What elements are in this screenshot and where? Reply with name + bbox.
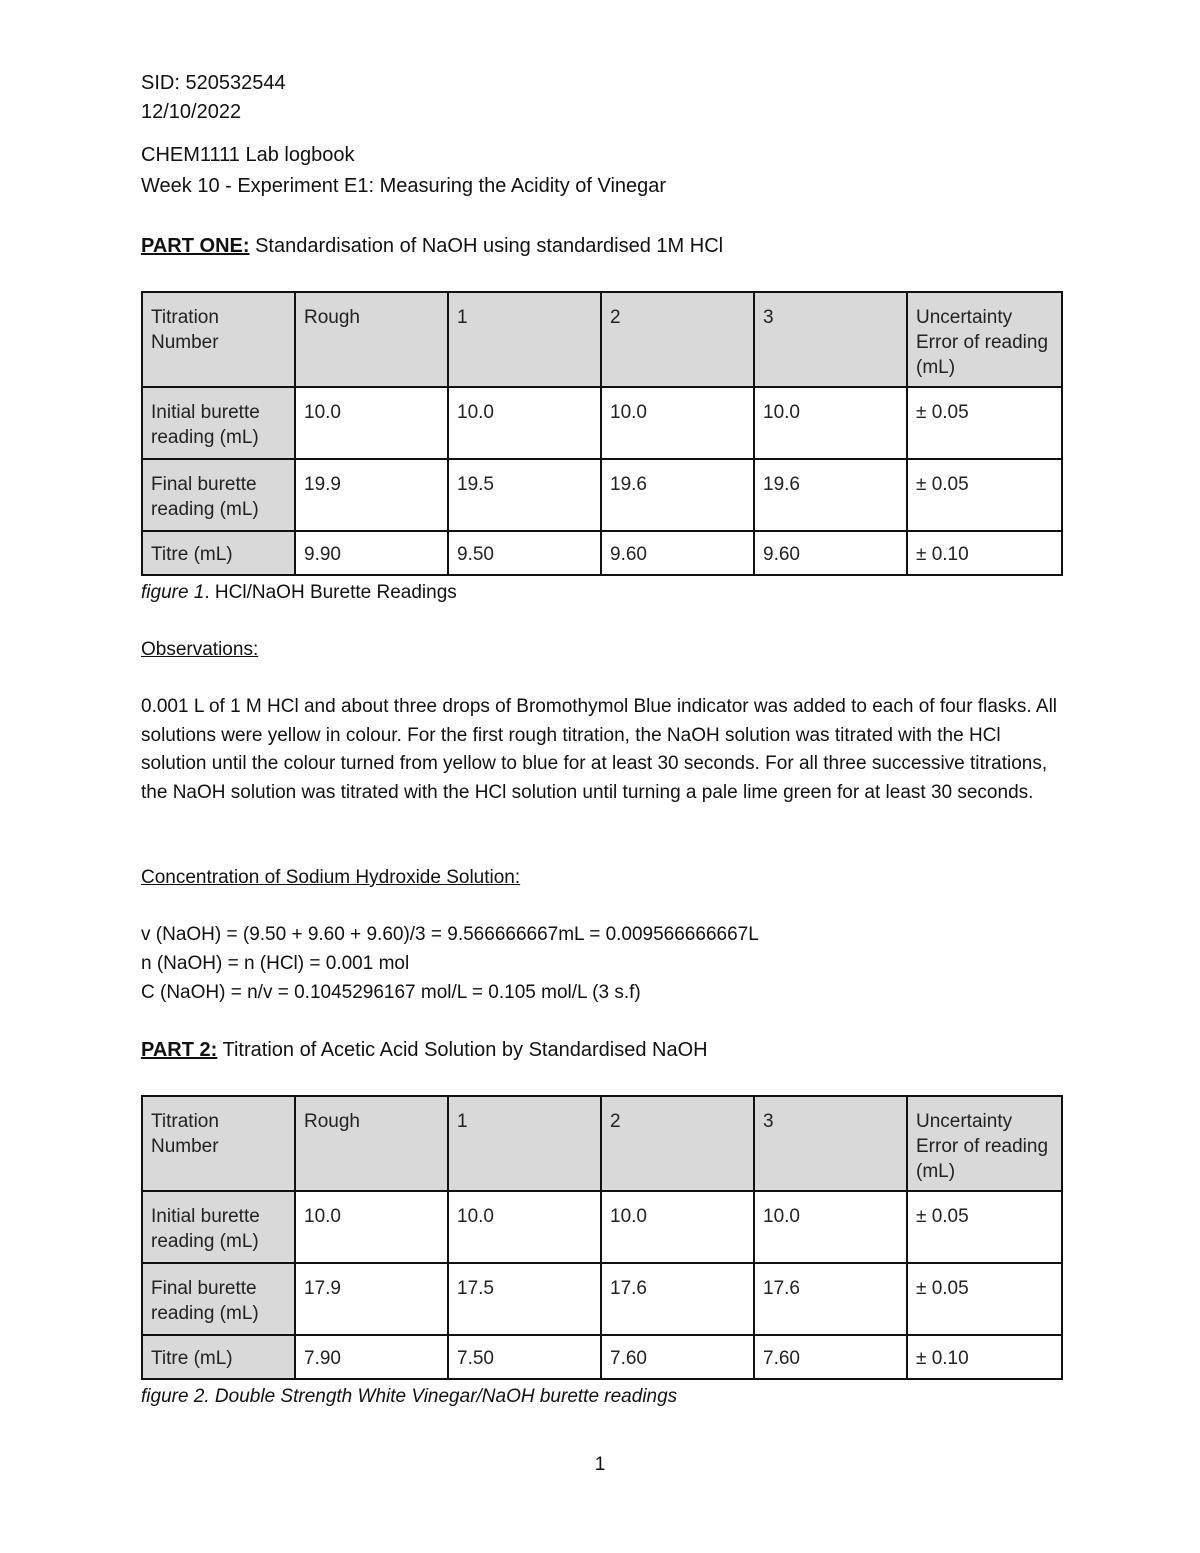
observations-paragraph: 0.001 L of 1 M HCl and about three drops of Bromothymol Blue indicator was added to each of four flasks. All solutions were yellow in colour. For the first rough titration, the NaOH solution was titrated with the HCl solution until the colour turned from yellow to blue for at least 30 seconds. For all three successive titrations, the NaOH solution was titrated with the HCl solution until turning a pale lime green for at least 30 seconds. bbox=[141, 696, 1058, 803]
table-cell: ± 0.05 bbox=[907, 1191, 1062, 1263]
table-cell: 10.0 bbox=[601, 387, 754, 459]
calc-line-concentration: C (NaOH) = n/v = 0.1045296167 mol/L = 0.105 mol/L (3 s.f) bbox=[141, 982, 641, 1003]
table-header-cell: 2 bbox=[601, 1096, 754, 1191]
table-header-cell: 1 bbox=[448, 1096, 601, 1191]
table-header-cell: 3 bbox=[754, 292, 907, 387]
table-row bbox=[142, 387, 1062, 459]
table-cell: 9.90 bbox=[295, 531, 448, 575]
part2-label: PART 2: bbox=[141, 1039, 218, 1061]
part1-label: PART ONE: bbox=[141, 235, 250, 257]
table-cell: 7.90 bbox=[295, 1335, 448, 1379]
table-header-cell: Rough bbox=[295, 292, 448, 387]
calc-line-moles: n (NaOH) = n (HCl) = 0.001 mol bbox=[141, 953, 410, 974]
row-header-cell: Titre (mL) bbox=[142, 531, 295, 575]
table-cell: 7.50 bbox=[448, 1335, 601, 1379]
table-cell: 10.0 bbox=[295, 387, 448, 459]
table-cell: 10.0 bbox=[448, 387, 601, 459]
table-row bbox=[142, 531, 1062, 575]
figure1-caption-text: . HCl/NaOH Burette Readings bbox=[204, 582, 457, 603]
table-row bbox=[142, 1335, 1062, 1379]
table-header-cell: 1 bbox=[448, 292, 601, 387]
table-cell: ± 0.05 bbox=[907, 459, 1062, 531]
table-cell: 17.6 bbox=[601, 1263, 754, 1335]
calc-line-volume: v (NaOH) = (9.50 + 9.60 + 9.60)/3 = 9.566666667mL = 0.009566666667L bbox=[141, 924, 759, 945]
table-cell: 10.0 bbox=[754, 1191, 907, 1263]
table-cell: 10.0 bbox=[754, 387, 907, 459]
table-cell: ± 0.10 bbox=[907, 1335, 1062, 1379]
table-row bbox=[142, 459, 1062, 531]
part1-title: Standardisation of NaOH using standardised 1M HCl bbox=[249, 235, 724, 257]
table-header-cell: 2 bbox=[601, 292, 754, 387]
table-cell: 17.9 bbox=[295, 1263, 448, 1335]
table-header-cell: 3 bbox=[754, 1096, 907, 1191]
table-cell: ± 0.05 bbox=[907, 1263, 1062, 1335]
table-cell: 10.0 bbox=[295, 1191, 448, 1263]
part1-table bbox=[141, 291, 1063, 576]
table-cell: ± 0.10 bbox=[907, 531, 1062, 575]
observations-heading: Observations: bbox=[141, 639, 259, 660]
part1-heading bbox=[141, 232, 723, 260]
table-cell: 9.60 bbox=[601, 531, 754, 575]
table-header-row bbox=[142, 292, 1062, 387]
table-cell: 17.5 bbox=[448, 1263, 601, 1335]
table-cell: 19.9 bbox=[295, 459, 448, 531]
part2-heading bbox=[141, 1036, 708, 1064]
row-header-cell: Final burette reading (mL) bbox=[142, 1263, 295, 1335]
figure2-caption: figure 2. Double Strength White Vinegar/NaOH burette readings bbox=[141, 1386, 678, 1407]
table-cell: 9.50 bbox=[448, 531, 601, 575]
table-cell: 7.60 bbox=[754, 1335, 907, 1379]
table-cell: 10.0 bbox=[448, 1191, 601, 1263]
table-row bbox=[142, 1263, 1062, 1335]
part2-title: Titration of Acetic Acid Solution by Standardised NaOH bbox=[217, 1039, 708, 1061]
course-title: CHEM1111 Lab logbook bbox=[141, 144, 355, 166]
table-cell: 19.6 bbox=[754, 459, 907, 531]
table-row bbox=[142, 1191, 1062, 1263]
table-header-cell: Uncertainty Error of reading (mL) bbox=[907, 1096, 1062, 1191]
experiment-title: Week 10 - Experiment E1: Measuring the Acidity of Vinegar bbox=[141, 175, 667, 197]
table-header-cell: Uncertainty Error of reading (mL) bbox=[907, 292, 1062, 387]
table-cell: 7.60 bbox=[601, 1335, 754, 1379]
row-header-cell: Initial burette reading (mL) bbox=[142, 387, 295, 459]
row-header-cell: Final burette reading (mL) bbox=[142, 459, 295, 531]
figure1-caption-label: figure 1 bbox=[141, 582, 205, 603]
table-header-cell: Titration Number bbox=[142, 1096, 295, 1191]
table-cell: 19.6 bbox=[601, 459, 754, 531]
table-cell: ± 0.05 bbox=[907, 387, 1062, 459]
row-header-cell: Titre (mL) bbox=[142, 1335, 295, 1379]
table-header-cell: Titration Number bbox=[142, 292, 295, 387]
table-cell: 17.6 bbox=[754, 1263, 907, 1335]
part2-table bbox=[141, 1095, 1063, 1380]
table-cell: 9.60 bbox=[754, 531, 907, 575]
row-header-cell: Initial burette reading (mL) bbox=[142, 1191, 295, 1263]
table-cell: 19.5 bbox=[448, 459, 601, 531]
table-header-row bbox=[142, 1096, 1062, 1191]
document-date: 12/10/2022 bbox=[141, 101, 242, 123]
table-header-cell: Rough bbox=[295, 1096, 448, 1191]
figure1-caption bbox=[141, 580, 457, 606]
table-cell: 10.0 bbox=[601, 1191, 754, 1263]
student-id: SID: 520532544 bbox=[141, 72, 286, 94]
page-number: 1 bbox=[594, 1454, 606, 1475]
concentration-heading: Concentration of Sodium Hydroxide Solution: bbox=[141, 867, 521, 888]
